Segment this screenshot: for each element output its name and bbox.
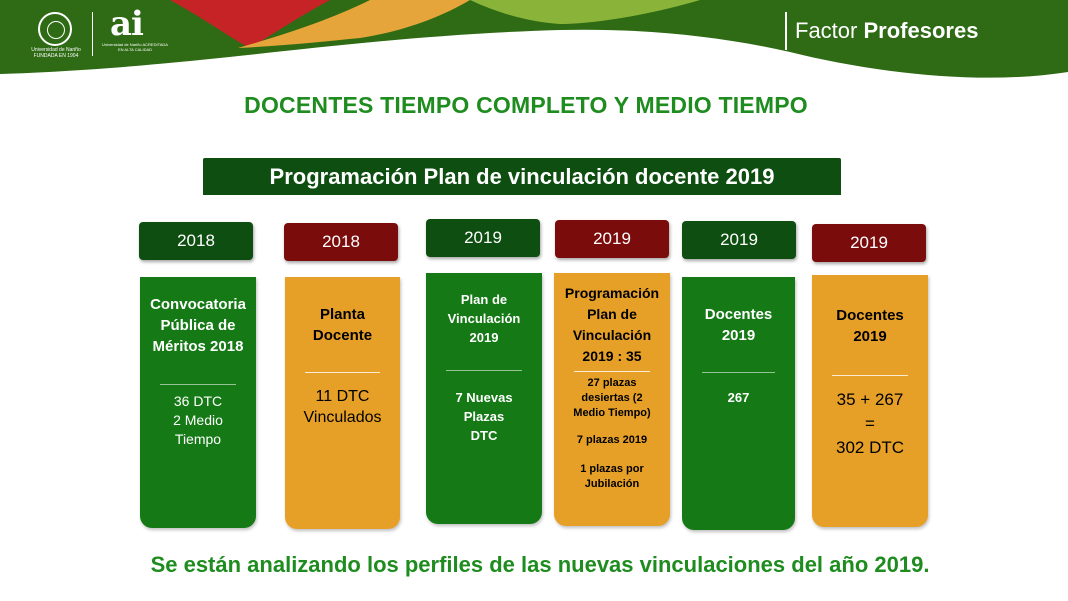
year-badge-5: 2019 [682, 221, 796, 259]
factor-prefix: Factor [795, 18, 858, 43]
card-convocatoria [140, 277, 256, 528]
university-seal-icon [38, 12, 72, 46]
card-docentes-total [812, 275, 928, 527]
card-line: 302 DTC [835, 438, 905, 457]
card-planta-docente [285, 277, 400, 529]
card-title: Docentes 2019 [836, 307, 904, 345]
factor-heading [795, 18, 978, 44]
card-line: 7 Nuevas [455, 390, 513, 405]
university-logo [28, 4, 178, 62]
card-line: 35 + 267 [836, 390, 904, 409]
card-plan-vinculacion [426, 273, 542, 524]
card-title: Programación Plan de Vinculación 2019 : 35 [564, 285, 660, 364]
ai-accreditation-logo: ai [110, 4, 143, 44]
card-docentes-267 [682, 277, 795, 530]
card-line: DTC [470, 428, 498, 443]
card-line: 267 [727, 390, 750, 405]
factor-name: Profesores [863, 18, 979, 43]
card-title: Docentes 2019 [704, 306, 773, 344]
university-founded: FUNDADA EN 1904 [33, 53, 79, 59]
card-title: Planta Docente [312, 306, 373, 344]
year-badge-3: 2019 [426, 219, 540, 257]
page-title: DOCENTES TIEMPO COMPLETO Y MEDIO TIEMPO [244, 92, 808, 118]
card-line: 2 Medio [173, 412, 223, 428]
year-badge-4: 2019 [555, 220, 669, 258]
card-line: Vinculados [303, 409, 382, 426]
year-badge-2: 2018 [284, 223, 398, 261]
factor-divider [785, 12, 787, 50]
card-programacion-plan [554, 273, 670, 526]
ai-logo-subtitle: Universidad de Nariño ACREDITADA EN ALTA CALIDAD [102, 42, 168, 52]
year-badge-1: 2018 [139, 222, 253, 260]
plan-banner: Programación Plan de vinculación docente 2019 [203, 158, 841, 195]
university-name: Universidad de Nariño [31, 47, 81, 53]
card-line: 11 DTC [315, 388, 370, 405]
card-line: 27 plazas desiertas (2 Medio Tiempo) [573, 377, 651, 419]
card-line: Plazas [463, 409, 505, 424]
card-line: 1 plazas por Jubilación [580, 463, 644, 490]
card-line: 36 DTC [173, 393, 223, 409]
logo-divider [92, 12, 93, 56]
card-line: 7 plazas 2019 [576, 434, 648, 446]
card-line: = [865, 414, 875, 433]
footer-note: Se están analizando los perfiles de las nuevas vinculaciones del año 2019. [150, 552, 930, 577]
card-title: Plan de Vinculación 2019 [447, 292, 521, 345]
card-line: Tiempo [174, 431, 222, 447]
year-badge-6: 2019 [812, 224, 926, 262]
card-title: Convocatoria Pública de Méritos 2018 [150, 296, 246, 355]
